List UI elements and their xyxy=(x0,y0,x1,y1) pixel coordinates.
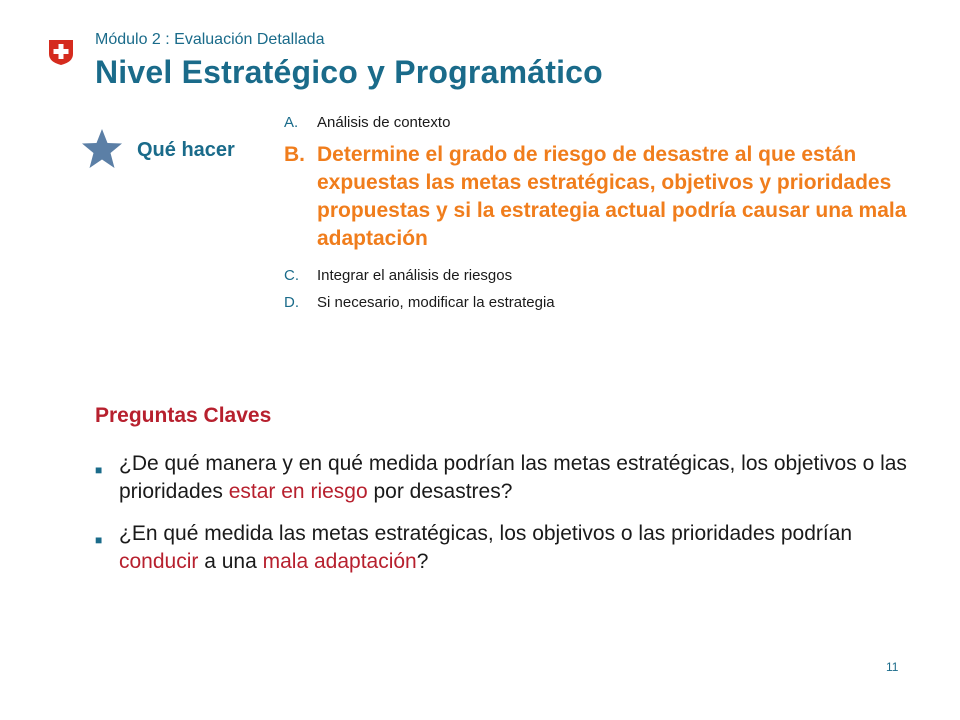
key-questions-list xyxy=(95,450,925,590)
text-segment: por desastres? xyxy=(367,480,513,503)
step-letter: D. xyxy=(284,294,299,311)
bullet-text xyxy=(119,520,925,576)
step-letter: C. xyxy=(284,267,299,284)
page-number: 11 xyxy=(886,660,899,674)
text-segment: ¿De qué manera y en qué medida podrían las metas estratégicas, los objetivos o las prioridades xyxy=(119,452,907,503)
highlight-text: estar en riesgo xyxy=(228,480,368,503)
step-d xyxy=(284,294,924,311)
steps-list xyxy=(284,114,924,311)
text-segment: ¿En qué medida las metas estratégicas, los objetivos o las prioridades podrían xyxy=(119,522,853,545)
text-segment: a una xyxy=(198,550,263,573)
step-text: Análisis de contexto xyxy=(317,114,451,131)
step-letter: A. xyxy=(284,114,299,131)
module-subtitle: Módulo 2 : Evaluación Detallada xyxy=(95,31,325,48)
que-hacer-label: Qué hacer xyxy=(137,139,235,161)
step-a xyxy=(284,114,924,131)
star-icon xyxy=(80,127,124,171)
highlight-text: mala adaptación xyxy=(262,550,417,573)
step-c xyxy=(284,267,924,284)
square-bullet-icon: ■ xyxy=(95,463,103,477)
step-text: Determine el grado de riesgo de desastre al que están expuestas las metas estratégicas, objetivos y prioridades propuestas y si la estrategia actual podría causar una mala adaptación xyxy=(317,143,907,250)
square-bullet-icon: ■ xyxy=(95,533,103,547)
step-text: Integrar el análisis de riesgos xyxy=(317,267,513,284)
text-segment: ? xyxy=(416,550,429,573)
list-item xyxy=(95,520,925,576)
step-text: Si necesario, modificar la estrategia xyxy=(317,294,555,311)
key-questions-title: Preguntas Claves xyxy=(95,404,272,427)
page-title: Nivel Estratégico y Programático xyxy=(95,54,603,90)
highlight-text: conducir xyxy=(119,550,199,573)
list-item xyxy=(95,450,925,506)
step-letter: B. xyxy=(284,143,305,166)
swiss-cross-logo xyxy=(47,38,75,66)
step-b xyxy=(284,141,924,253)
bullet-text xyxy=(119,450,925,506)
